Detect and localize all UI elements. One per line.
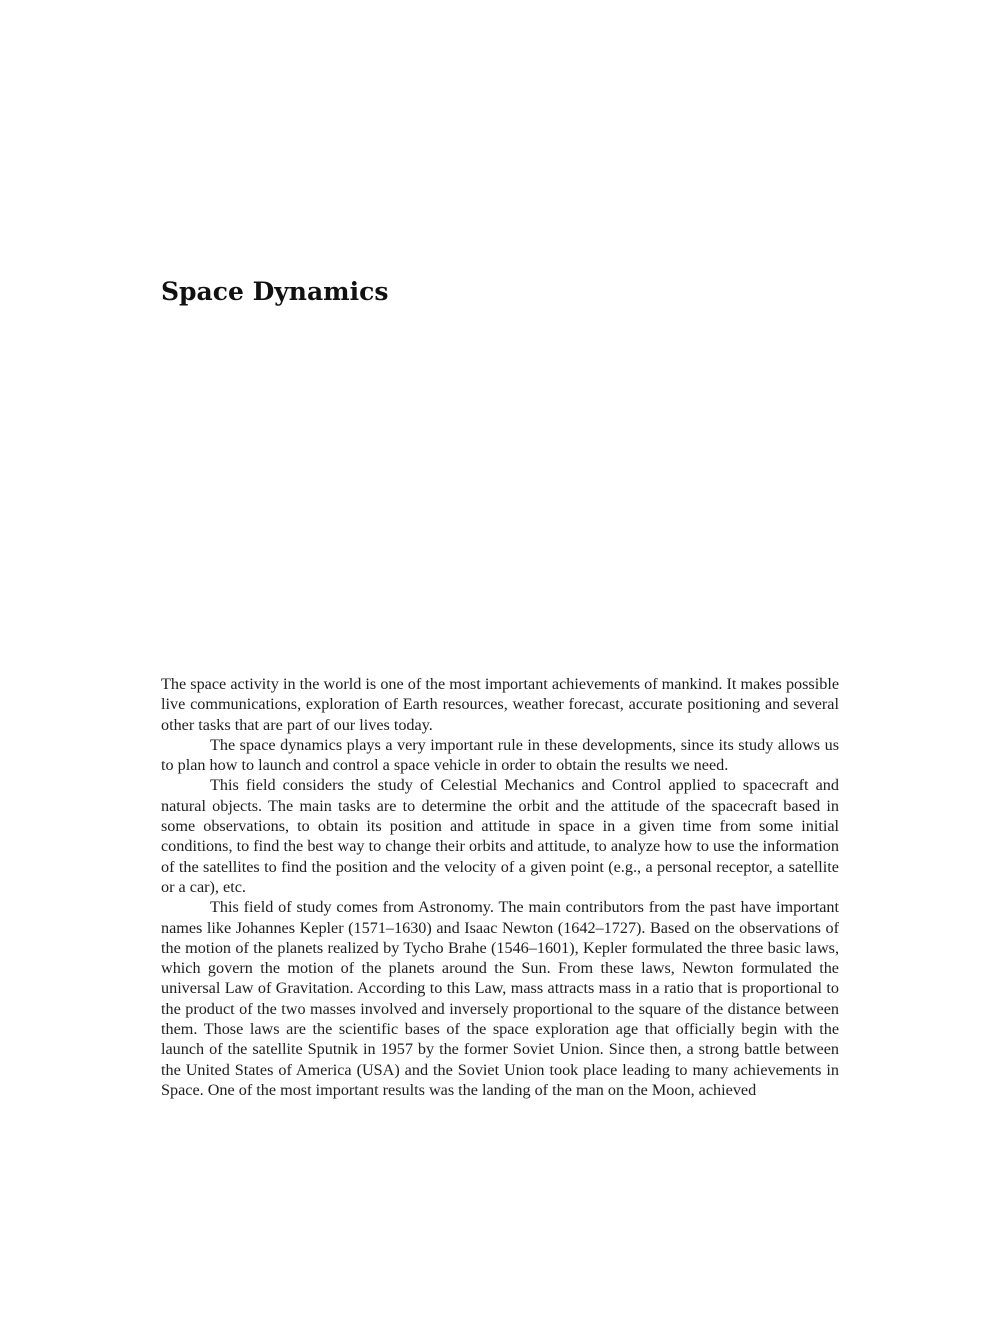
paragraph-2: The space dynamics plays a very important rule in these developments, since its study allows us to plan how to launch and control a space vehicle in order to obtain the results we need. (161, 735, 839, 775)
paragraph-3: This field considers the study of Celestial Mechanics and Control applied to spacecraft and natural objects. The main tasks are to determine the orbit and the attitude of the spacecraft based in some observations, to obtain its position and attitude in space in a given time from some initial conditions, to find the best way to change their orbits and attitude, to analyze how to use the information of the satellites to find the position and the velocity of a given point (e.g., a personal receptor, a satellite or a car), etc. (161, 776, 839, 896)
chapter-title: Space Dynamics (161, 277, 389, 306)
paragraph-4: This field of study comes from Astronomy. The main contributors from the past have important names like Johannes Kepler (1571–1630) and Isaac Newton (1642–1727). Based on the observations of the motion of the planets realized by Tycho Brahe (1546–1601), Kepler formulated the three basic laws, which govern the motion of the planets around the Sun. From these laws, Newton formulated the universal Law of Gravitation. According to this Law, mass attracts mass in a ratio that is proportional to the product of the two masses involved and inversely proportional to the square of the distance between them. Those laws are the scientific bases of the space exploration age that officially begin with the launch of the satellite Sputnik in 1957 by the former Soviet Union. Since then, a strong battle between the United States of America (USA) and the Soviet Union took place leading to many achievements in Space. One of the most important results was the landing of the man on the Moon, achieved (161, 898, 839, 1099)
body-text (161, 674, 839, 1100)
paragraph-1: The space activity in the world is one of the most important achievements of mankind. It makes possible live communications, exploration of Earth resources, weather forecast, accurate positioning and several other tasks that are part of our lives today. (161, 675, 839, 734)
